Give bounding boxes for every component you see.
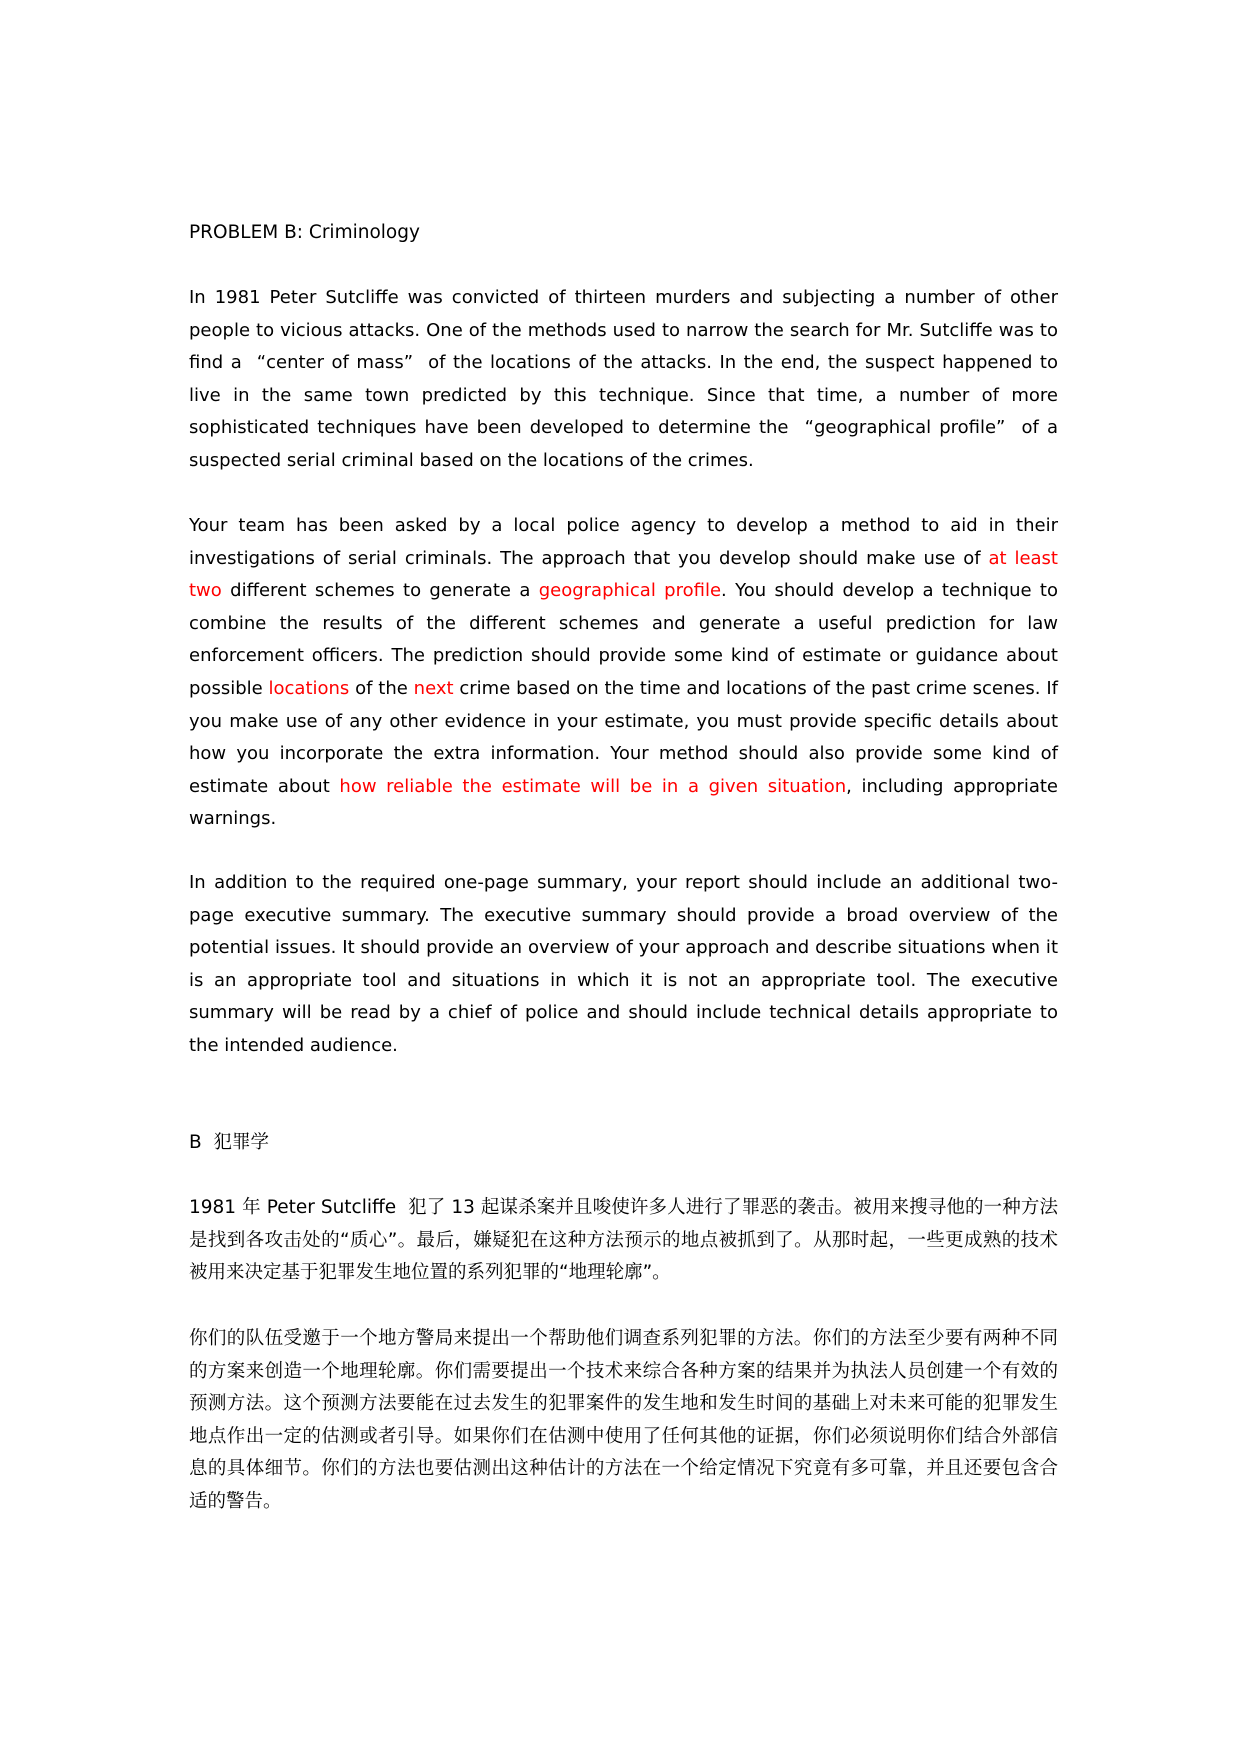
paragraph-2-text-6: , including appropriate warnings. — [189, 775, 1059, 830]
paragraph-2-text-4: of the — [349, 677, 414, 699]
highlight-reliability: how reliable the estimate will be in a given situation — [339, 775, 847, 797]
highlight-locations: locations — [268, 677, 350, 699]
problem-title: PROBLEM B: Criminology — [189, 222, 420, 243]
highlight-next: next — [413, 677, 454, 699]
chinese-title: B 犯罪学 — [189, 1132, 269, 1153]
problem-paragraph-1: In 1981 Peter Sutcliffe was convicted of thirteen murders and subjecting a number of other people to vicious attacks. One of the methods used to narrow the search for Mr. Sutcliffe was to find a “center of mass” of the locations of the attacks. In the end, the suspect happened to live in the same town predicted by this technique. Since that time, a number of more sophisticated techniques have been developed to determine the “geographical profile” of a suspected serial criminal based on the locations of the crimes. — [189, 287, 1058, 471]
page-content — [189, 0, 1058, 1754]
paragraph-2-text-1: Your team has been asked by a local police agency to develop a method to aid in their investigations of serial criminals. The approach that you develop should make use of — [189, 515, 1058, 569]
paragraph-2-text-2: different schemes to generate a — [221, 580, 539, 602]
chinese-paragraph-2: 你们的队伍受邀于一个地方警局来提出一个帮助他们调查系列犯罪的方法。你们的方法至少要有两种不同的方案来创造一个地理轮廓。你们需要提出一个技术来综合各种方案的结果并为执法人员创建一个有效的预测方法。这个预测方法要能在过去发生的犯罪案件的发生地和发生时间的基础上对未来可能的犯罪发生地点作出一定的估测或者引导。如果你们在估测中使用了任何其他的证据，你们必须说明你们结合外部信息的具体细节。你们的方法也要估测出这种估计的方法在一个给定情况下究竟有多可靠，并且还要包含合适的警告。 — [189, 1328, 1058, 1512]
chinese-paragraph-1: 1981 年 Peter Sutcliffe 犯了 13 起谋杀案并且唆使许多人进行了罪恶的袭击。被用来搜寻他的一种方法是找到各攻击处的“质心”。最后，嫌疑犯在这种方法预示的地点被抓到了。从那时起，一些更成熟的技术被用来决定基于犯罪发生地位置的系列犯罪的“地理轮廓”。 — [189, 1197, 1058, 1284]
paragraph-2-text-3: . You should develop a technique to combine the results of the different schemes and generate a useful prediction for law enforcement officers. The prediction should provide some kind of estimate or guidance about possible — [189, 580, 1059, 699]
problem-paragraph-3: In addition to the required one-page summary, your report should include an additional two-page executive summary. The executive summary should provide a broad overview of the potential issues. It should provide an overview of your approach and describe situations when it is an appropriate tool and situations in which it is not an appropriate tool. The executive summary will be read by a chief of police and should include technical details appropriate to the intended audience. — [189, 872, 1058, 1056]
paragraph-2-text-5: crime based on the time and locations of the past crime scenes. If you make use of any other evidence in your estimate, you must provide specific details about how you incorporate the extra information. Your method should also provide some kind of estimate about — [189, 677, 1058, 797]
highlight-geographical-profile: geographical profile — [538, 580, 722, 602]
problem-paragraph-2 — [189, 510, 1058, 836]
highlight-at-least-two: at least two — [189, 547, 1058, 602]
